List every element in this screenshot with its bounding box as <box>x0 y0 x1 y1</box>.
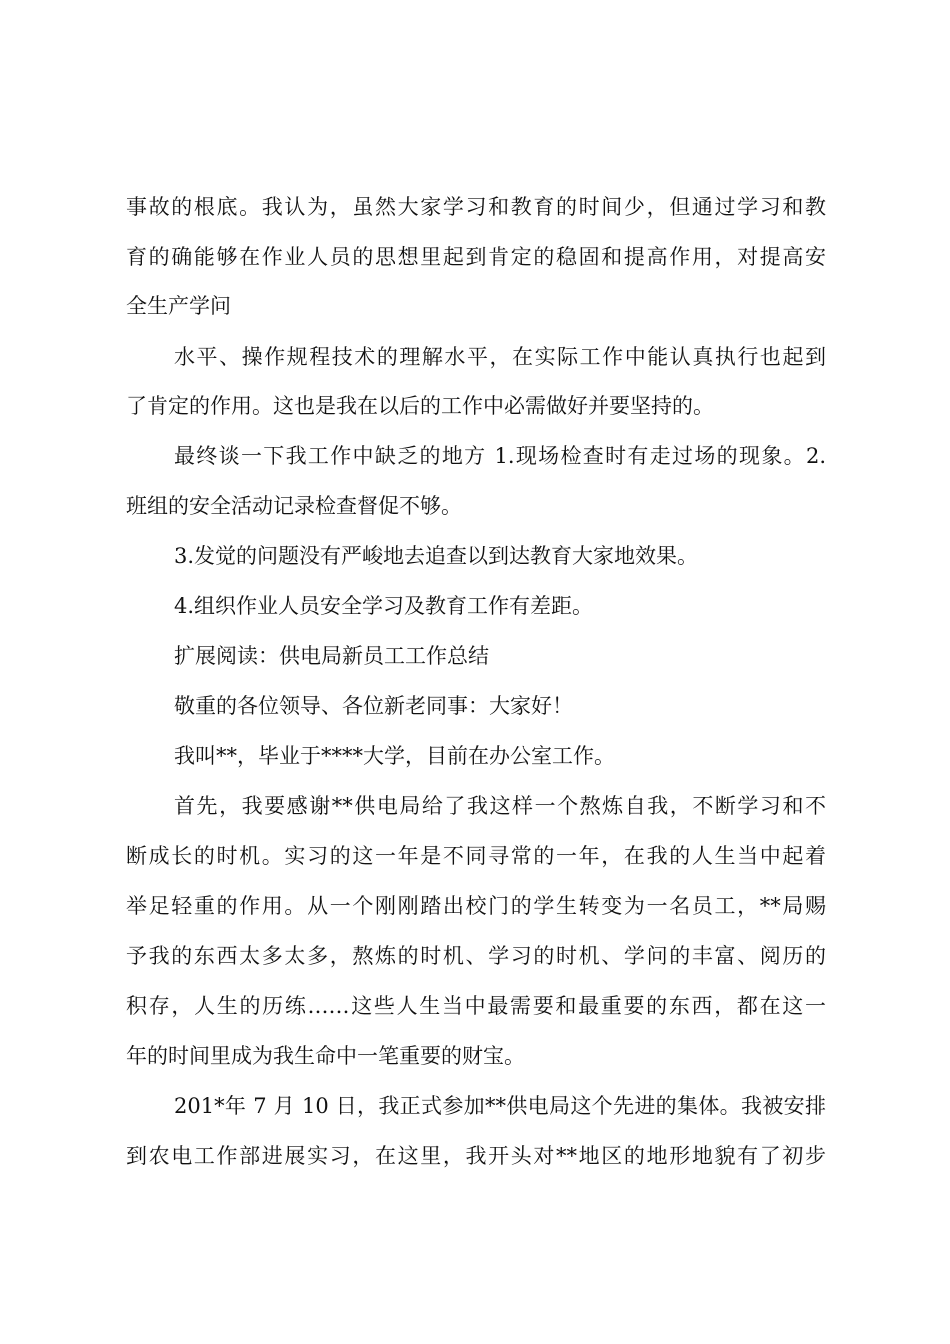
text-line: 积存，人生的历练……这些人生当中最需要和最重要的东西，都在这一 <box>126 994 826 1018</box>
text-line: 敬重的各位领导、各位新老同事：大家好！ <box>174 694 573 718</box>
text-line: 予我的东西太多太多，熬炼的时机、学习的时机、学问的丰富、阅历的 <box>126 944 826 968</box>
text-line: 了肯定的作用。这也是我在以后的工作中必需做好并要坚持的。 <box>126 394 714 418</box>
text-line: 4.组织作业人员安全学习及教育工作有差距。 <box>174 594 594 618</box>
text-line: 到农电工作部进展实习，在这里，我开头对**地区的地形地貌有了初步 <box>126 1144 826 1168</box>
text-line: 水平、操作规程技术的理解水平，在实际工作中能认真执行也起到 <box>174 345 826 369</box>
text-line: 事故的根底。我认为，虽然大家学习和教育的时间少，但通过学习和教 <box>126 195 826 219</box>
text-line: 201*年 7 月 10 日，我正式参加**供电局这个先进的集体。我被安排 <box>174 1094 826 1118</box>
text-line: 首先，我要感谢**供电局给了我这样一个熬炼自我，不断学习和不 <box>174 794 826 818</box>
text-line: 全生产学问 <box>126 294 231 318</box>
text-line: 断成长的时机。实习的这一年是不同寻常的一年，在我的人生当中起着 <box>126 844 826 868</box>
text-line: 我叫**，毕业于****大学，目前在办公室工作。 <box>174 744 615 768</box>
text-line: 举足轻重的作用。从一个刚刚踏出校门的学生转变为一名员工，**局赐 <box>126 894 826 918</box>
text-line: 班组的安全活动记录检查督促不够。 <box>126 494 462 518</box>
text-line: 年的时间里成为我生命中一笔重要的财宝。 <box>126 1044 525 1068</box>
text-line: 育的确能够在作业人员的思想里起到肯定的稳固和提高作用，对提高安 <box>126 245 826 269</box>
text-line: 最终谈一下我工作中缺乏的地方 1.现场检查时有走过场的现象。2. <box>174 444 826 468</box>
text-line: 3.发觉的问题没有严峻地去追查以到达教育大家地效果。 <box>174 544 699 568</box>
text-line: 扩展阅读：供电局新员工工作总结 <box>174 644 489 668</box>
